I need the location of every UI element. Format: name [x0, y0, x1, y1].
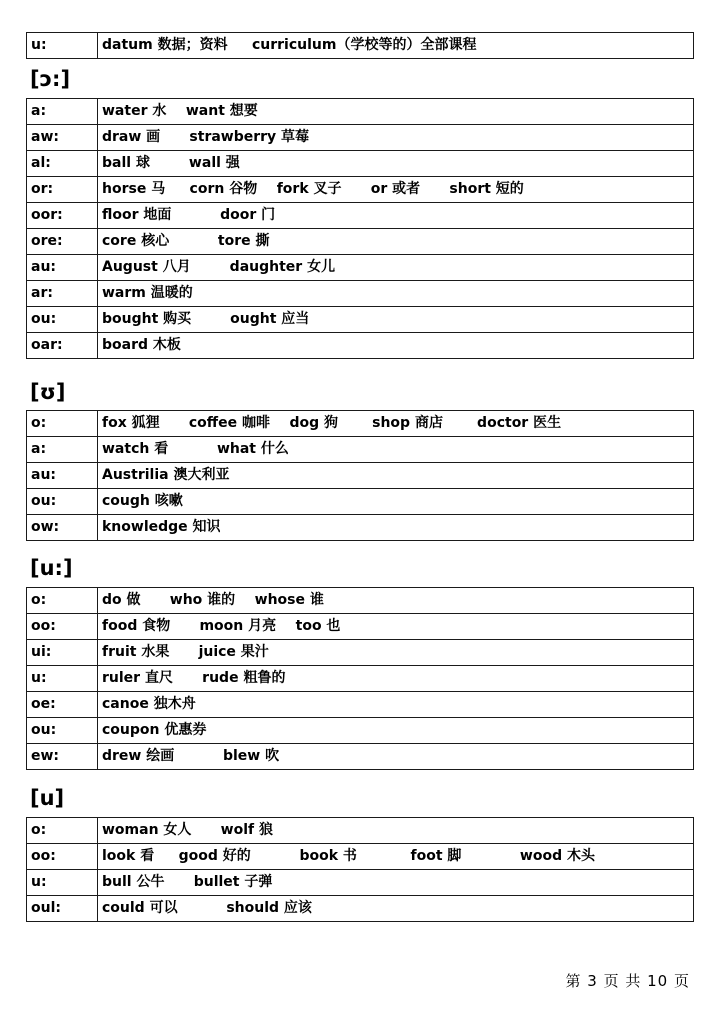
examples-cell: core 核心 tore 撕 — [98, 229, 694, 255]
examples-cell: woman 女人 wolf 狼 — [98, 818, 694, 844]
spelling-cell: u: — [27, 33, 98, 59]
table-row — [27, 588, 694, 614]
examples-cell: look 看 good 好的 book 书 foot 脚 wood 木头 — [98, 844, 694, 870]
examples-cell: board 木板 — [98, 333, 694, 359]
spelling-cell: ore: — [27, 229, 98, 255]
spelling-cell: aw: — [27, 125, 98, 151]
examples-cell: datum 数据；资料 curriculum（学校等的）全部课程 — [98, 33, 694, 59]
phonics-table-long-u — [26, 587, 694, 770]
examples-cell: Austrilia 澳大利亚 — [98, 463, 694, 489]
section-heading-short-u: [u] — [30, 786, 65, 810]
table-row — [27, 744, 694, 770]
examples-cell: coupon 优惠券 — [98, 718, 694, 744]
spelling-cell: ui: — [27, 640, 98, 666]
table-row — [27, 463, 694, 489]
examples-cell: watch 看 what 什么 — [98, 437, 694, 463]
phonics-table — [26, 410, 694, 541]
spelling-cell: au: — [27, 463, 98, 489]
spelling-cell: oe: — [27, 692, 98, 718]
examples-cell: knowledge 知识 — [98, 515, 694, 541]
section-heading-short-o: [ʊ] — [30, 380, 66, 404]
examples-cell: August 八月 daughter 女儿 — [98, 255, 694, 281]
spelling-cell: a: — [27, 437, 98, 463]
spelling-cell: o: — [27, 588, 98, 614]
examples-cell: could 可以 should 应该 — [98, 896, 694, 922]
examples-cell: fox 狐狸 coffee 咖啡 dog 狗 shop 商店 doctor 医生 — [98, 411, 694, 437]
phonics-table — [26, 587, 694, 770]
examples-cell: warm 温暖的 — [98, 281, 694, 307]
page-number: 第 3 页 共 10 页 — [565, 972, 690, 990]
table-row — [27, 437, 694, 463]
table-row — [27, 333, 694, 359]
examples-cell: drew 绘画 blew 吹 — [98, 744, 694, 770]
table-row — [27, 515, 694, 541]
phonics-table-aw — [26, 98, 694, 359]
table-row — [27, 125, 694, 151]
spelling-cell: ou: — [27, 307, 98, 333]
spelling-cell: u: — [27, 666, 98, 692]
phonics-table-continued — [26, 32, 694, 59]
table-row — [27, 896, 694, 922]
spelling-cell: or: — [27, 177, 98, 203]
spelling-cell: o: — [27, 411, 98, 437]
table-row — [27, 614, 694, 640]
table-row — [27, 640, 694, 666]
spelling-cell: o: — [27, 818, 98, 844]
spelling-cell: ou: — [27, 489, 98, 515]
spelling-cell: oar: — [27, 333, 98, 359]
section-heading-long-u: [u:] — [30, 556, 73, 580]
table-row — [27, 870, 694, 896]
examples-cell: floor 地面 door 门 — [98, 203, 694, 229]
examples-cell: bought 购买 ought 应当 — [98, 307, 694, 333]
table-row — [27, 33, 694, 59]
phonics-table-short-u — [26, 817, 694, 922]
spelling-cell: oo: — [27, 844, 98, 870]
spelling-cell: oul: — [27, 896, 98, 922]
table-row — [27, 255, 694, 281]
spelling-cell: ar: — [27, 281, 98, 307]
phonics-table — [26, 98, 694, 359]
section-heading-aw: [ɔ:] — [30, 67, 71, 91]
spelling-cell: u: — [27, 870, 98, 896]
spelling-cell: au: — [27, 255, 98, 281]
examples-cell: food 食物 moon 月亮 too 也 — [98, 614, 694, 640]
spelling-cell: oo: — [27, 614, 98, 640]
table-row — [27, 307, 694, 333]
phonics-table — [26, 32, 694, 59]
spelling-cell: a: — [27, 99, 98, 125]
table-row — [27, 411, 694, 437]
table-row — [27, 489, 694, 515]
phonics-table-short-o — [26, 410, 694, 541]
examples-cell: horse 马 corn 谷物 fork 叉子 or 或者 short 短的 — [98, 177, 694, 203]
table-row — [27, 666, 694, 692]
examples-cell: bull 公牛 bullet 子弹 — [98, 870, 694, 896]
spelling-cell: oor: — [27, 203, 98, 229]
table-row — [27, 151, 694, 177]
examples-cell: draw 画 strawberry 草莓 — [98, 125, 694, 151]
table-row — [27, 99, 694, 125]
examples-cell: canoe 独木舟 — [98, 692, 694, 718]
examples-cell: fruit 水果 juice 果汁 — [98, 640, 694, 666]
table-row — [27, 229, 694, 255]
table-row — [27, 281, 694, 307]
examples-cell: water 水 want 想要 — [98, 99, 694, 125]
spelling-cell: ou: — [27, 718, 98, 744]
table-row — [27, 203, 694, 229]
examples-cell: do 做 who 谁的 whose 谁 — [98, 588, 694, 614]
table-row — [27, 844, 694, 870]
spelling-cell: ew: — [27, 744, 98, 770]
table-row — [27, 692, 694, 718]
table-row — [27, 818, 694, 844]
spelling-cell: al: — [27, 151, 98, 177]
examples-cell: ball 球 wall 强 — [98, 151, 694, 177]
examples-cell: ruler 直尺 rude 粗鲁的 — [98, 666, 694, 692]
examples-cell: cough 咳嗽 — [98, 489, 694, 515]
spelling-cell: ow: — [27, 515, 98, 541]
table-row — [27, 177, 694, 203]
phonics-table — [26, 817, 694, 922]
table-row — [27, 718, 694, 744]
